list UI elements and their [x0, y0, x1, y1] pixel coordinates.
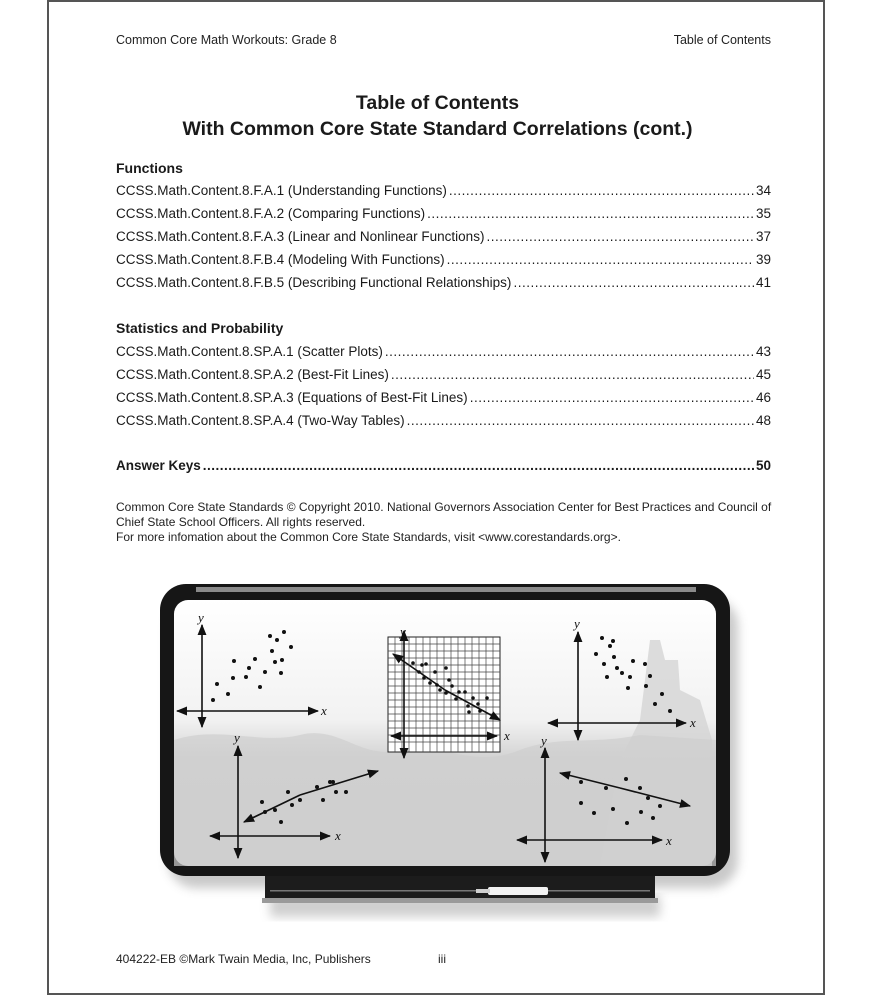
toc-entry-page: 50 — [755, 458, 771, 473]
toc-entry[interactable] — [116, 275, 771, 290]
svg-text:x: x — [321, 703, 327, 718]
toc-entry-label: CCSS.Math.Content.8.F.B.5 (Describing Functional Relationships) — [116, 275, 512, 290]
copyright-more-info: For more infomation about the Common Core State Standards, visit <www.corestandards.org>. — [116, 530, 621, 544]
toc-entry-answer-keys[interactable] — [116, 458, 771, 473]
section-heading-statistics: Statistics and Probability — [116, 320, 284, 336]
dot-leader — [486, 229, 754, 244]
toc-entry-page: 35 — [755, 206, 771, 221]
toc-entry-label: CCSS.Math.Content.8.SP.A.1 (Scatter Plots) — [116, 344, 383, 359]
toc-entry[interactable] — [116, 229, 771, 244]
toc-entry[interactable] — [116, 344, 771, 359]
whiteboard-illustration — [140, 570, 750, 930]
footer-publisher: 404222-EB ©Mark Twain Media, Inc, Publishers — [116, 952, 371, 966]
footer-page-number: iii — [438, 952, 446, 966]
dot-leader — [203, 458, 754, 473]
running-header-left: Common Core Math Workouts: Grade 8 — [116, 33, 337, 47]
toc-entry-label: CCSS.Math.Content.8.SP.A.2 (Best-Fit Lines) — [116, 367, 389, 382]
section-heading-functions: Functions — [116, 160, 183, 176]
toc-entry[interactable] — [116, 390, 771, 405]
toc-entry-page: 43 — [755, 344, 771, 359]
toc-entry-page: 37 — [755, 229, 771, 244]
toc-entry-page: 45 — [755, 367, 771, 382]
page-subtitle: With Common Core State Standard Correlations (cont.) — [182, 118, 693, 140]
toc-entry[interactable] — [116, 252, 771, 267]
dot-leader — [447, 252, 754, 267]
dot-leader — [513, 275, 754, 290]
copyright-notice — [116, 500, 776, 545]
dot-leader — [449, 183, 754, 198]
svg-text:x: x — [335, 828, 341, 843]
grid-plot — [388, 631, 500, 758]
page-title: Table of Contents — [355, 92, 520, 114]
svg-text:x: x — [666, 833, 672, 848]
toc-entry[interactable] — [116, 183, 771, 198]
toc-entry-label: CCSS.Math.Content.8.SP.A.3 (Equations of Best-Fit Lines) — [116, 390, 468, 405]
dot-leader — [470, 390, 754, 405]
toc-entry-label: CCSS.Math.Content.8.F.A.2 (Comparing Functions) — [116, 206, 426, 221]
svg-text:y: y — [541, 733, 547, 748]
svg-text:x: x — [690, 715, 696, 730]
toc-entry-page: 48 — [755, 413, 771, 428]
toc-entry-label: CCSS.Math.Content.8.F.A.1 (Understanding Functions) — [116, 183, 447, 198]
toc-entry-page: 39 — [755, 252, 771, 267]
copyright-line: Common Core State Standards © Copyright 2010. National Governors Association Center for Best Practices and Council of Chief State School Officers. All rights reserved. — [116, 500, 772, 529]
toc-entry-label: CCSS.Math.Content.8.F.B.4 (Modeling With Functions) — [116, 252, 445, 267]
svg-text:y: y — [198, 610, 204, 625]
toc-entry-label: CCSS.Math.Content.8.SP.A.4 (Two-Way Tables) — [116, 413, 405, 428]
toc-entry[interactable] — [116, 413, 771, 428]
dot-leader — [407, 413, 754, 428]
toc-entry-page: 34 — [755, 183, 771, 198]
svg-text:y: y — [574, 616, 580, 631]
svg-text:y: y — [234, 730, 240, 745]
dot-leader — [391, 367, 754, 382]
svg-text:x: x — [504, 728, 510, 743]
dot-leader — [427, 206, 754, 221]
svg-text:y: y — [400, 624, 406, 639]
dot-leader — [385, 344, 754, 359]
toc-entry-page: 41 — [755, 275, 771, 290]
toc-entry-label: Answer Keys — [116, 458, 201, 473]
toc-entry[interactable] — [116, 206, 771, 221]
toc-entry-page: 46 — [755, 390, 771, 405]
running-header-right: Table of Contents — [673, 33, 771, 47]
toc-entry[interactable] — [116, 367, 771, 382]
toc-entry-label: CCSS.Math.Content.8.F.A.3 (Linear and Nonlinear Functions) — [116, 229, 485, 244]
